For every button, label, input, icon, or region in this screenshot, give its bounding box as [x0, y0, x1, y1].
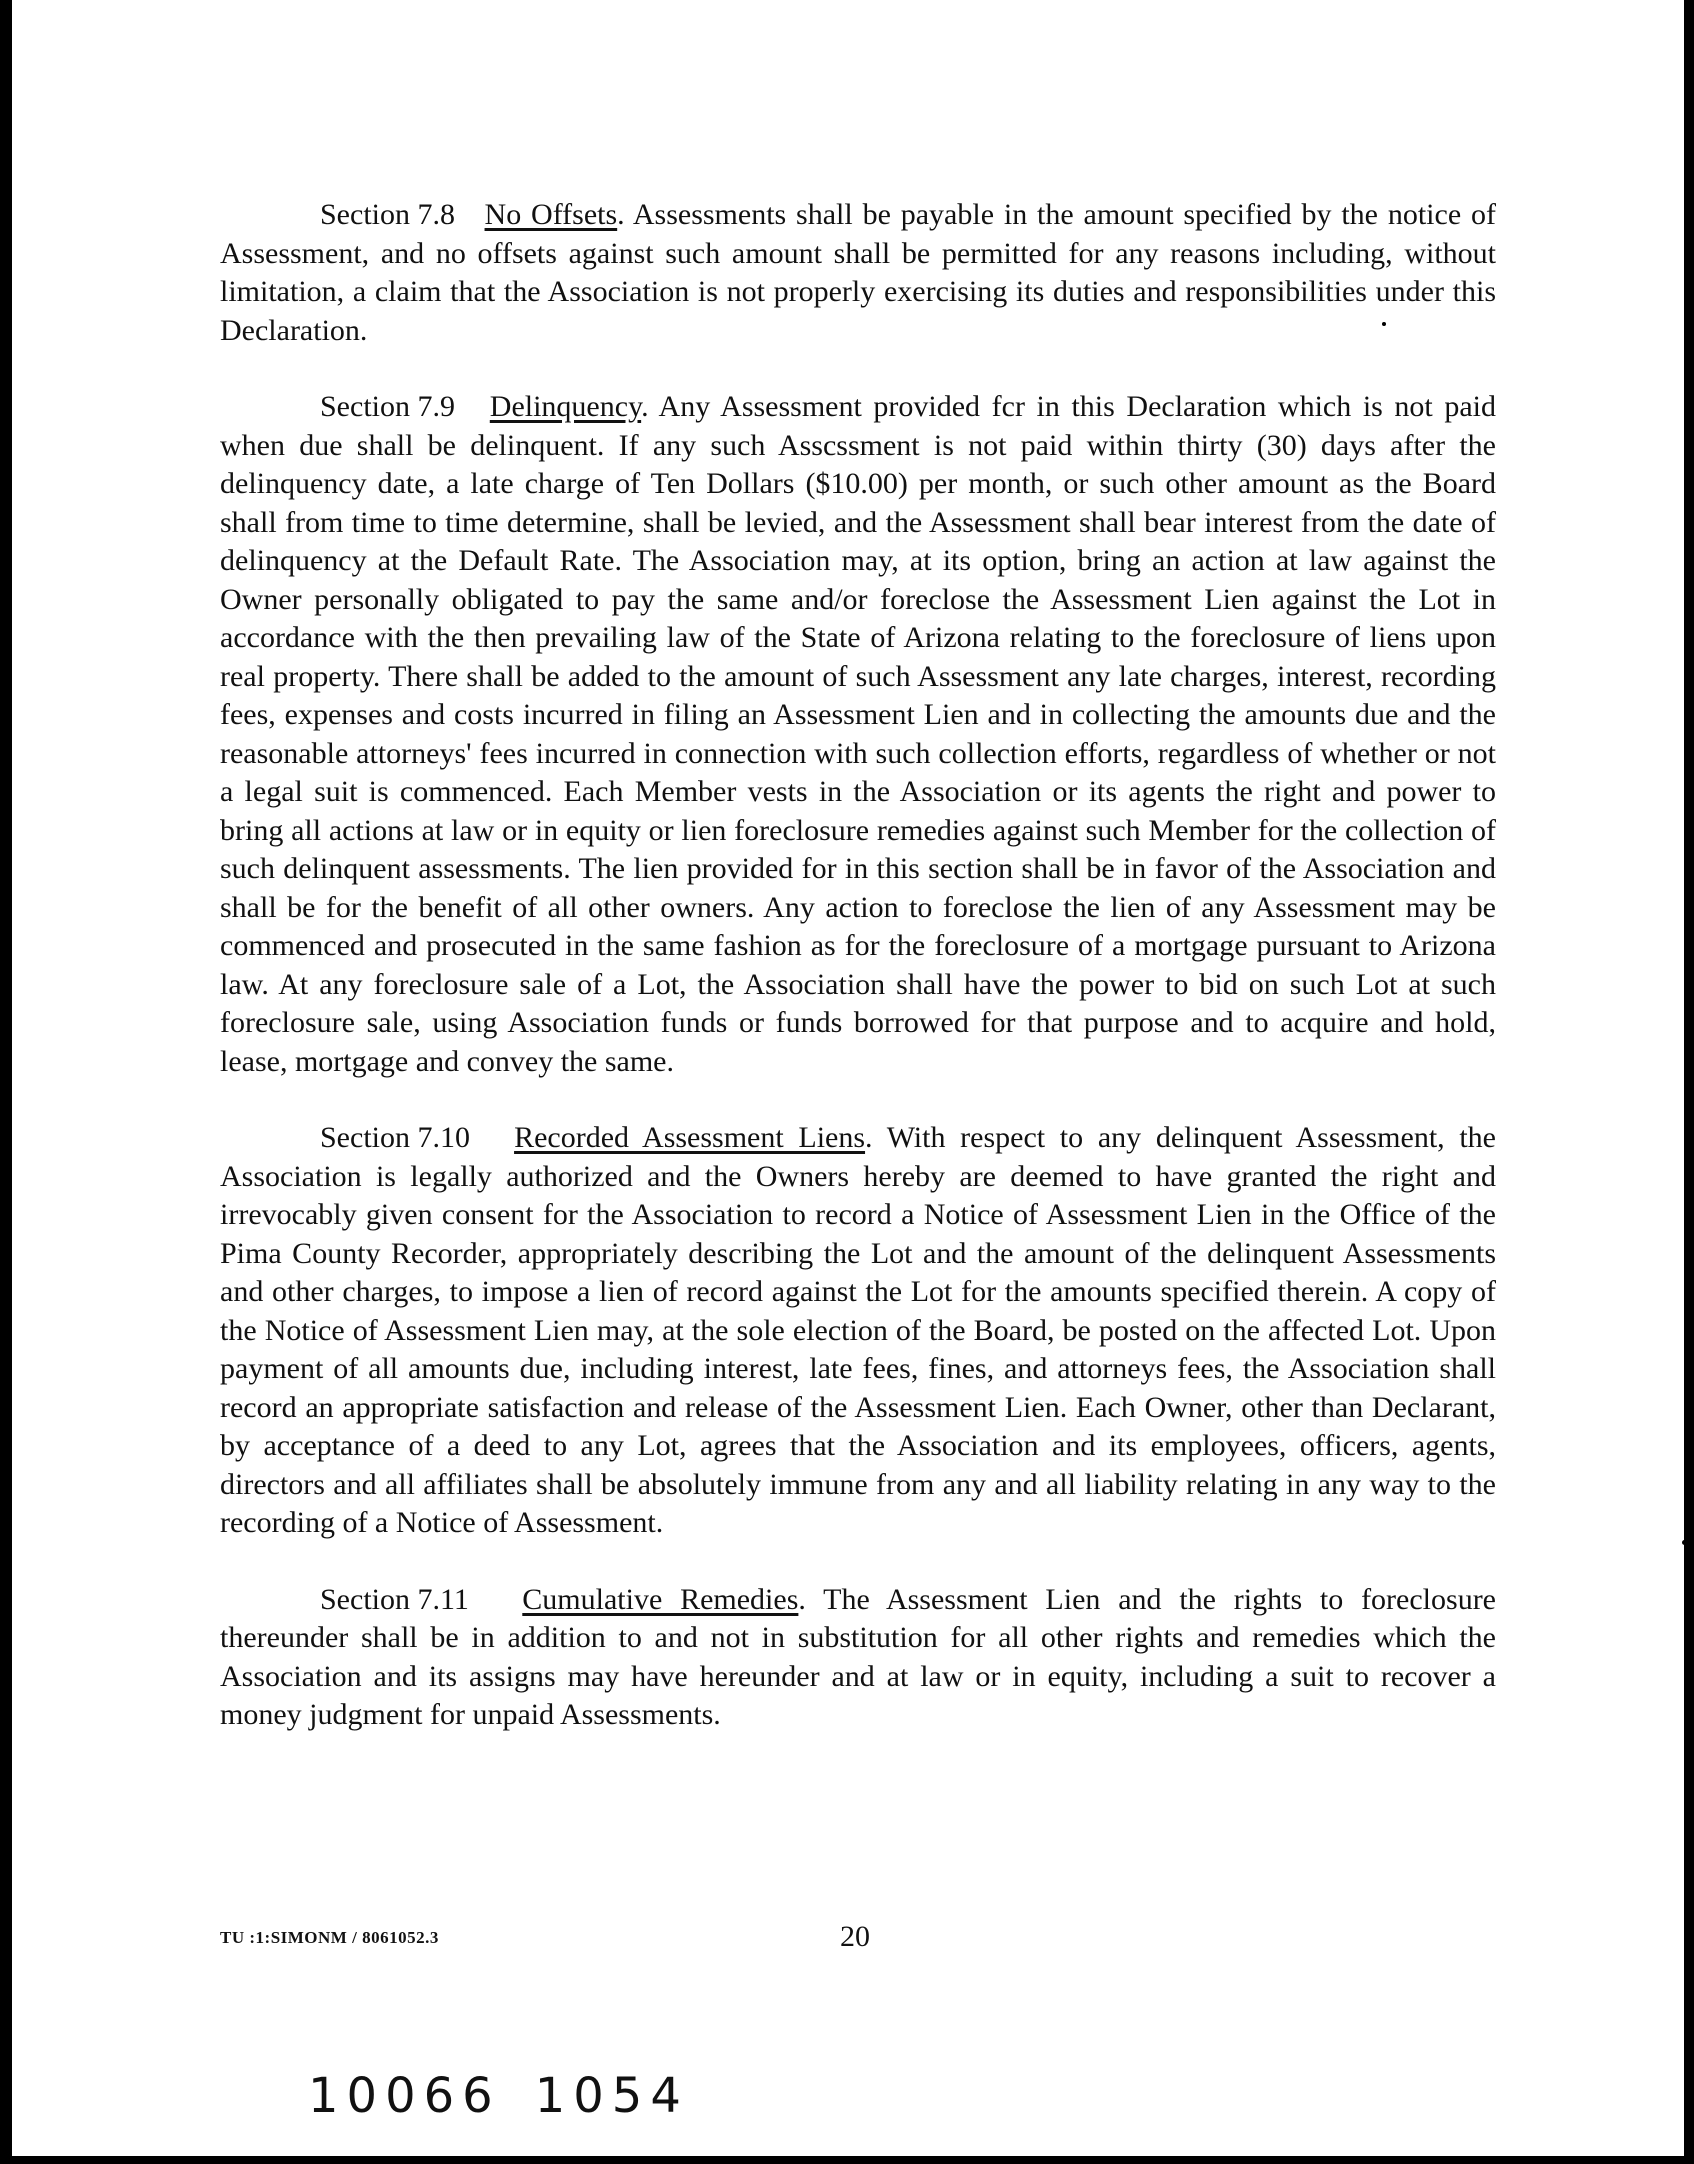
- section-number: Section 7.9: [320, 390, 455, 423]
- section-heading: No Offsets: [484, 198, 618, 231]
- scan-speck: [1382, 322, 1386, 326]
- section-7-9: [220, 388, 1496, 1081]
- page-number: 20: [840, 1920, 870, 1953]
- section-number: Section 7.10: [320, 1121, 470, 1154]
- stamp-book: 10066: [308, 2068, 501, 2124]
- section-number: Section 7.8: [320, 198, 455, 231]
- scan-speck: [1682, 1540, 1687, 1545]
- stamp-page: 1054: [534, 2068, 689, 2124]
- section-7-11: [220, 1581, 1496, 1735]
- section-body: . With respect to any delinquent Assessment, the Association is legally authorized and the Owners hereby are deemed to have granted the right and irrevocably given consent for the Association to record a Notice of Assessment Lien in the Office of the Pima County Recorder, appropriately describing the Lot and the amount of the delinquent Assessments and other charges, to impose a lien of record against the Lot for the amounts specified therein. A copy of the Notice of Assessment Lien may, at the sole election of the Board, be posted on the affected Lot. Upon payment of all amounts due, including interest, late fees, fines, and attorneys fees, the Association shall record an appropriate satisfaction and release of the Assessment Lien. Each Owner, other than Declarant, by acceptance of a deed to any Lot, agrees that the Association and its employees, officers, agents, directors and all affiliates shall be absolutely immune from any and all liability relating in any way to the recording of a Notice of Assessment.: [220, 1121, 1496, 1539]
- section-body: . Assessments shall be payable in the amount specified by the notice of Assessment, and no offsets against such amount shall be permitted for any reasons including, without limitation, a claim that the Association is not properly exercising its duties and responsibilities under this Declaration.: [220, 198, 1496, 347]
- scan-speck: [4, 1520, 10, 1526]
- section-heading: Delinquency: [489, 390, 642, 423]
- scan-speck: [6, 996, 12, 1004]
- section-body: . The Assessment Lien and the rights to foreclosure thereunder shall be in addition to and not in substitution for all other rights and remedies which the Association and its assigns may have hereunder and at law or in equity, including a suit to recover a money judgment for unpaid Assessments.: [220, 1582, 1496, 1731]
- recording-stamp: [308, 2068, 723, 2124]
- document-id: TU :1:SIMONM / 8061052.3: [220, 1928, 439, 1947]
- page-footer: [220, 1920, 1496, 1960]
- section-7-8: [220, 196, 1496, 350]
- section-heading: Cumulative Remedies: [522, 1582, 799, 1616]
- document-body: [220, 196, 1496, 1773]
- section-heading: Recorded Assessment Liens: [514, 1121, 866, 1154]
- section-body: . Any Assessment provided fcr in this Declaration which is not paid when due shall be delinquent. If any such Asscssment is not paid within thirty (30) days after the delinquency date, a late charge of Ten Dollars ($10.00) per month, or such other amount as the Board shall from time to time determine, shall be levied, and the Assessment shall bear interest from the date of delinquency at the Default Rate. The Association may, at its option, bring an action at law against the Owner personally obligated to pay the same and/or foreclose the Assessment Lien against the Lot in accordance with the then prevailing law of the State of Arizona relating to the foreclosure of liens upon real property. There shall be added to the amount of such Assessment any late charges, interest, recording fees, expenses and costs incurred in filing an Assessment Lien and in collecting the amounts due and the reasonable attorneys' fees incurred in connection with such collection efforts, regardless of whether or not a legal suit is commenced. Each Member vests in the Association or its agents the right and power to bring all actions at law or in equity or lien foreclosure remedies against such Member for the collection of such delinquent assessments. The lien provided for in this section shall be in favor of the Association and shall be for the benefit of all other owners. Any action to foreclose the lien of any Assessment may be commenced and prosecuted in the same fashion as for the foreclosure of a mortgage pursuant to Arizona law. At any foreclosure sale of a Lot, the Association shall have the power to bid on such Lot at such foreclosure sale, using Association funds or funds borrowed for that purpose and to acquire and hold, lease, mortgage and convey the same.: [220, 390, 1496, 1078]
- section-7-10: [220, 1119, 1496, 1543]
- section-number: Section 7.11: [320, 1582, 469, 1616]
